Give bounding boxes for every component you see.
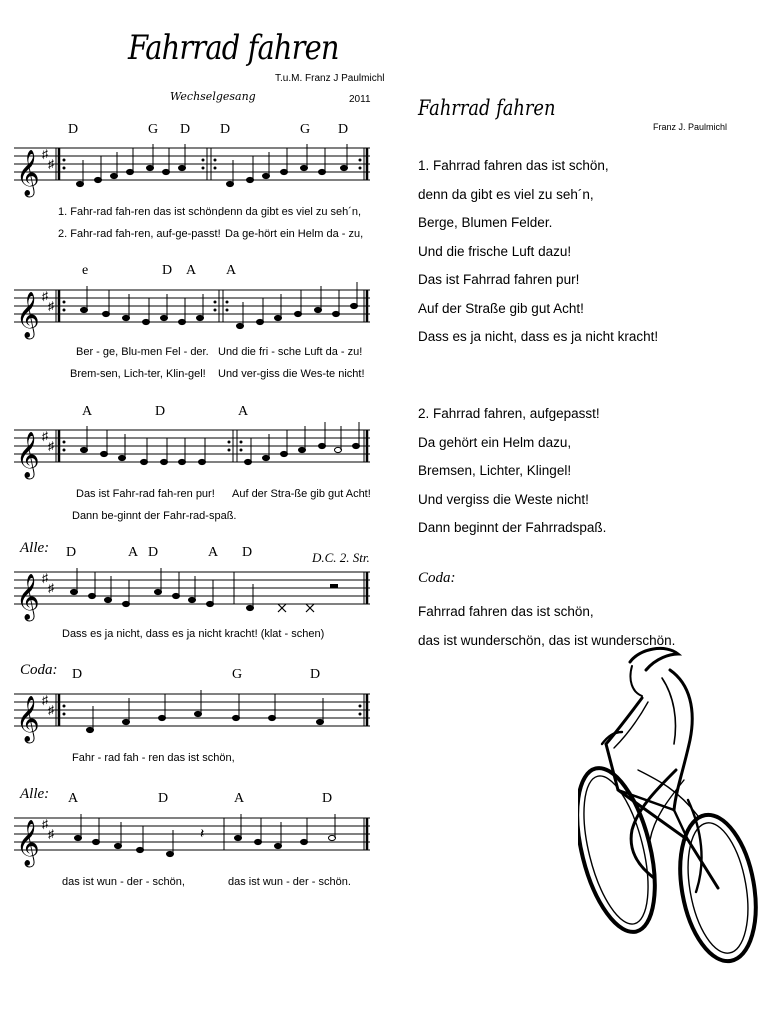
music-staff (14, 808, 374, 872)
lyrics-title: Fahrrad fahren (418, 96, 556, 120)
chord: D (72, 667, 83, 682)
svg-text:♯: ♯ (48, 581, 54, 595)
svg-text:♯: ♯ (48, 299, 54, 313)
verse-line: 1. Fahrrad fahren das ist schön, (418, 158, 609, 173)
chord: D (242, 545, 253, 560)
svg-text:𝄽: 𝄽 (200, 825, 205, 841)
lyric-line: Fahr - rad fah - ren das ist schön, (72, 752, 235, 764)
chord: A (208, 545, 219, 560)
chord: D (155, 404, 166, 419)
svg-text:♯: ♯ (42, 429, 48, 443)
lyric-line: Dass es ja nicht, dass es ja nicht kracht! (klat - schen) (62, 628, 325, 640)
chord: D (162, 263, 173, 278)
lyrics-credit: Franz J. Paulmichl (653, 122, 728, 132)
svg-text:♯: ♯ (48, 157, 54, 171)
music-staff (14, 138, 374, 202)
verse-line: Und vergiss die Weste nicht! (418, 491, 589, 507)
chord: G (300, 122, 311, 137)
verse-line: Dass es ja nicht, dass es ja nicht kracht! (418, 329, 659, 344)
lyric-line: Das ist Fahr-rad fah-ren pur! (76, 488, 215, 500)
chord: D (180, 122, 191, 137)
music-staff (14, 684, 374, 748)
section-marker: Coda: (20, 662, 58, 678)
svg-text:♯: ♯ (48, 827, 54, 841)
verse-line: Bremsen, Lichter, Klingel! (418, 463, 572, 478)
verse-line: Auf der Straße gib gut Acht! (418, 300, 584, 316)
lyric-line: 1. Fahr-rad fah-ren das ist schön, (58, 206, 221, 218)
lyric-line: Da ge-hört ein Helm da - zu, (225, 228, 364, 240)
verse-1 (418, 152, 658, 352)
chord: A (234, 791, 245, 806)
lyric-line: Und die fri - sche Luft da - zu! (218, 346, 363, 358)
verse-2 (418, 400, 606, 543)
verse-line: Dann beginnt der Fahrradspaß. (418, 520, 607, 535)
svg-text:♯: ♯ (42, 571, 48, 585)
music-staff (14, 280, 374, 344)
lyric-line: Auf der Stra-ße gib gut Acht! (232, 488, 371, 500)
verse-line: Da gehört ein Helm dazu, (418, 434, 572, 450)
chord: A (186, 263, 197, 278)
chord: e (82, 263, 89, 278)
lyric-line: denn da gibt es viel zu seh´n, (218, 206, 362, 218)
svg-text:𝄞: 𝄞 (16, 696, 40, 742)
chord: D (220, 122, 231, 137)
music-staff (14, 420, 374, 484)
chord: A (68, 791, 79, 806)
lyric-line: Dann be-ginnt der Fahr-rad-spaß. (72, 510, 237, 522)
lyric-line: 2. Fahr-rad fah-ren, auf-ge-passt! (58, 228, 221, 240)
chord: A (128, 545, 139, 560)
coda-label: Coda: (418, 570, 456, 586)
svg-text:♯: ♯ (42, 817, 48, 831)
verse-line: 2. Fahrrad fahren, aufgepasst! (418, 406, 600, 421)
cyclist-illustration (578, 640, 758, 970)
composition-year: 2011 (349, 94, 371, 105)
verse-line: Fahrrad fahren das ist schön, (418, 604, 594, 619)
svg-text:𝄞: 𝄞 (16, 432, 40, 478)
verse-line: das ist wunderschön, das ist wunderschön. (418, 632, 676, 648)
svg-text:♯: ♯ (42, 693, 48, 707)
svg-text:𝄞: 𝄞 (16, 574, 40, 620)
song-subtitle: Wechselgesang (170, 90, 256, 103)
chord: A (238, 404, 249, 419)
lyric-line: das ist wun - der - schön. (228, 876, 351, 888)
verse-line: denn da gibt es viel zu seh´n, (418, 186, 594, 202)
chord: D (322, 791, 333, 806)
chord: D (68, 122, 79, 137)
svg-text:♯: ♯ (42, 289, 48, 303)
chord: D (310, 667, 321, 682)
verse-line: Berge, Blumen Felder. (418, 215, 553, 230)
lyric-line: Ber - ge, Blu-men Fel - der. (76, 346, 209, 358)
chord: A (226, 263, 237, 278)
section-marker: Alle: (20, 786, 50, 802)
composer-credit: T.u.M. Franz J Paulmichl (275, 73, 385, 84)
chord: D (148, 545, 159, 560)
chord: D (158, 791, 169, 806)
chord: D (66, 545, 77, 560)
chord: A (82, 404, 93, 419)
svg-text:𝄞: 𝄞 (16, 820, 40, 866)
svg-text:♯: ♯ (42, 147, 48, 161)
music-staff (14, 562, 374, 626)
svg-text:𝄞: 𝄞 (16, 292, 40, 338)
lyric-line: Und ver-giss die Wes-te nicht! (218, 368, 365, 380)
repeat-instruction: D.C. 2. Str. (312, 550, 370, 565)
verse-line: Das ist Fahrrad fahren pur! (418, 272, 580, 287)
verse-line: Und die frische Luft dazu! (418, 243, 572, 259)
svg-text:♯: ♯ (48, 439, 54, 453)
section-marker: Alle: (20, 540, 50, 556)
chord: D (338, 122, 349, 137)
lyric-line: das ist wun - der - schön, (62, 876, 185, 888)
svg-text:♯: ♯ (48, 703, 54, 717)
chord: G (232, 667, 243, 682)
song-title: Fahrrad fahren (128, 28, 339, 68)
lyric-line: Brem-sen, Lich-ter, Klin-gel! (70, 368, 206, 380)
chord: G (148, 122, 159, 137)
svg-text:𝄞: 𝄞 (16, 150, 40, 196)
